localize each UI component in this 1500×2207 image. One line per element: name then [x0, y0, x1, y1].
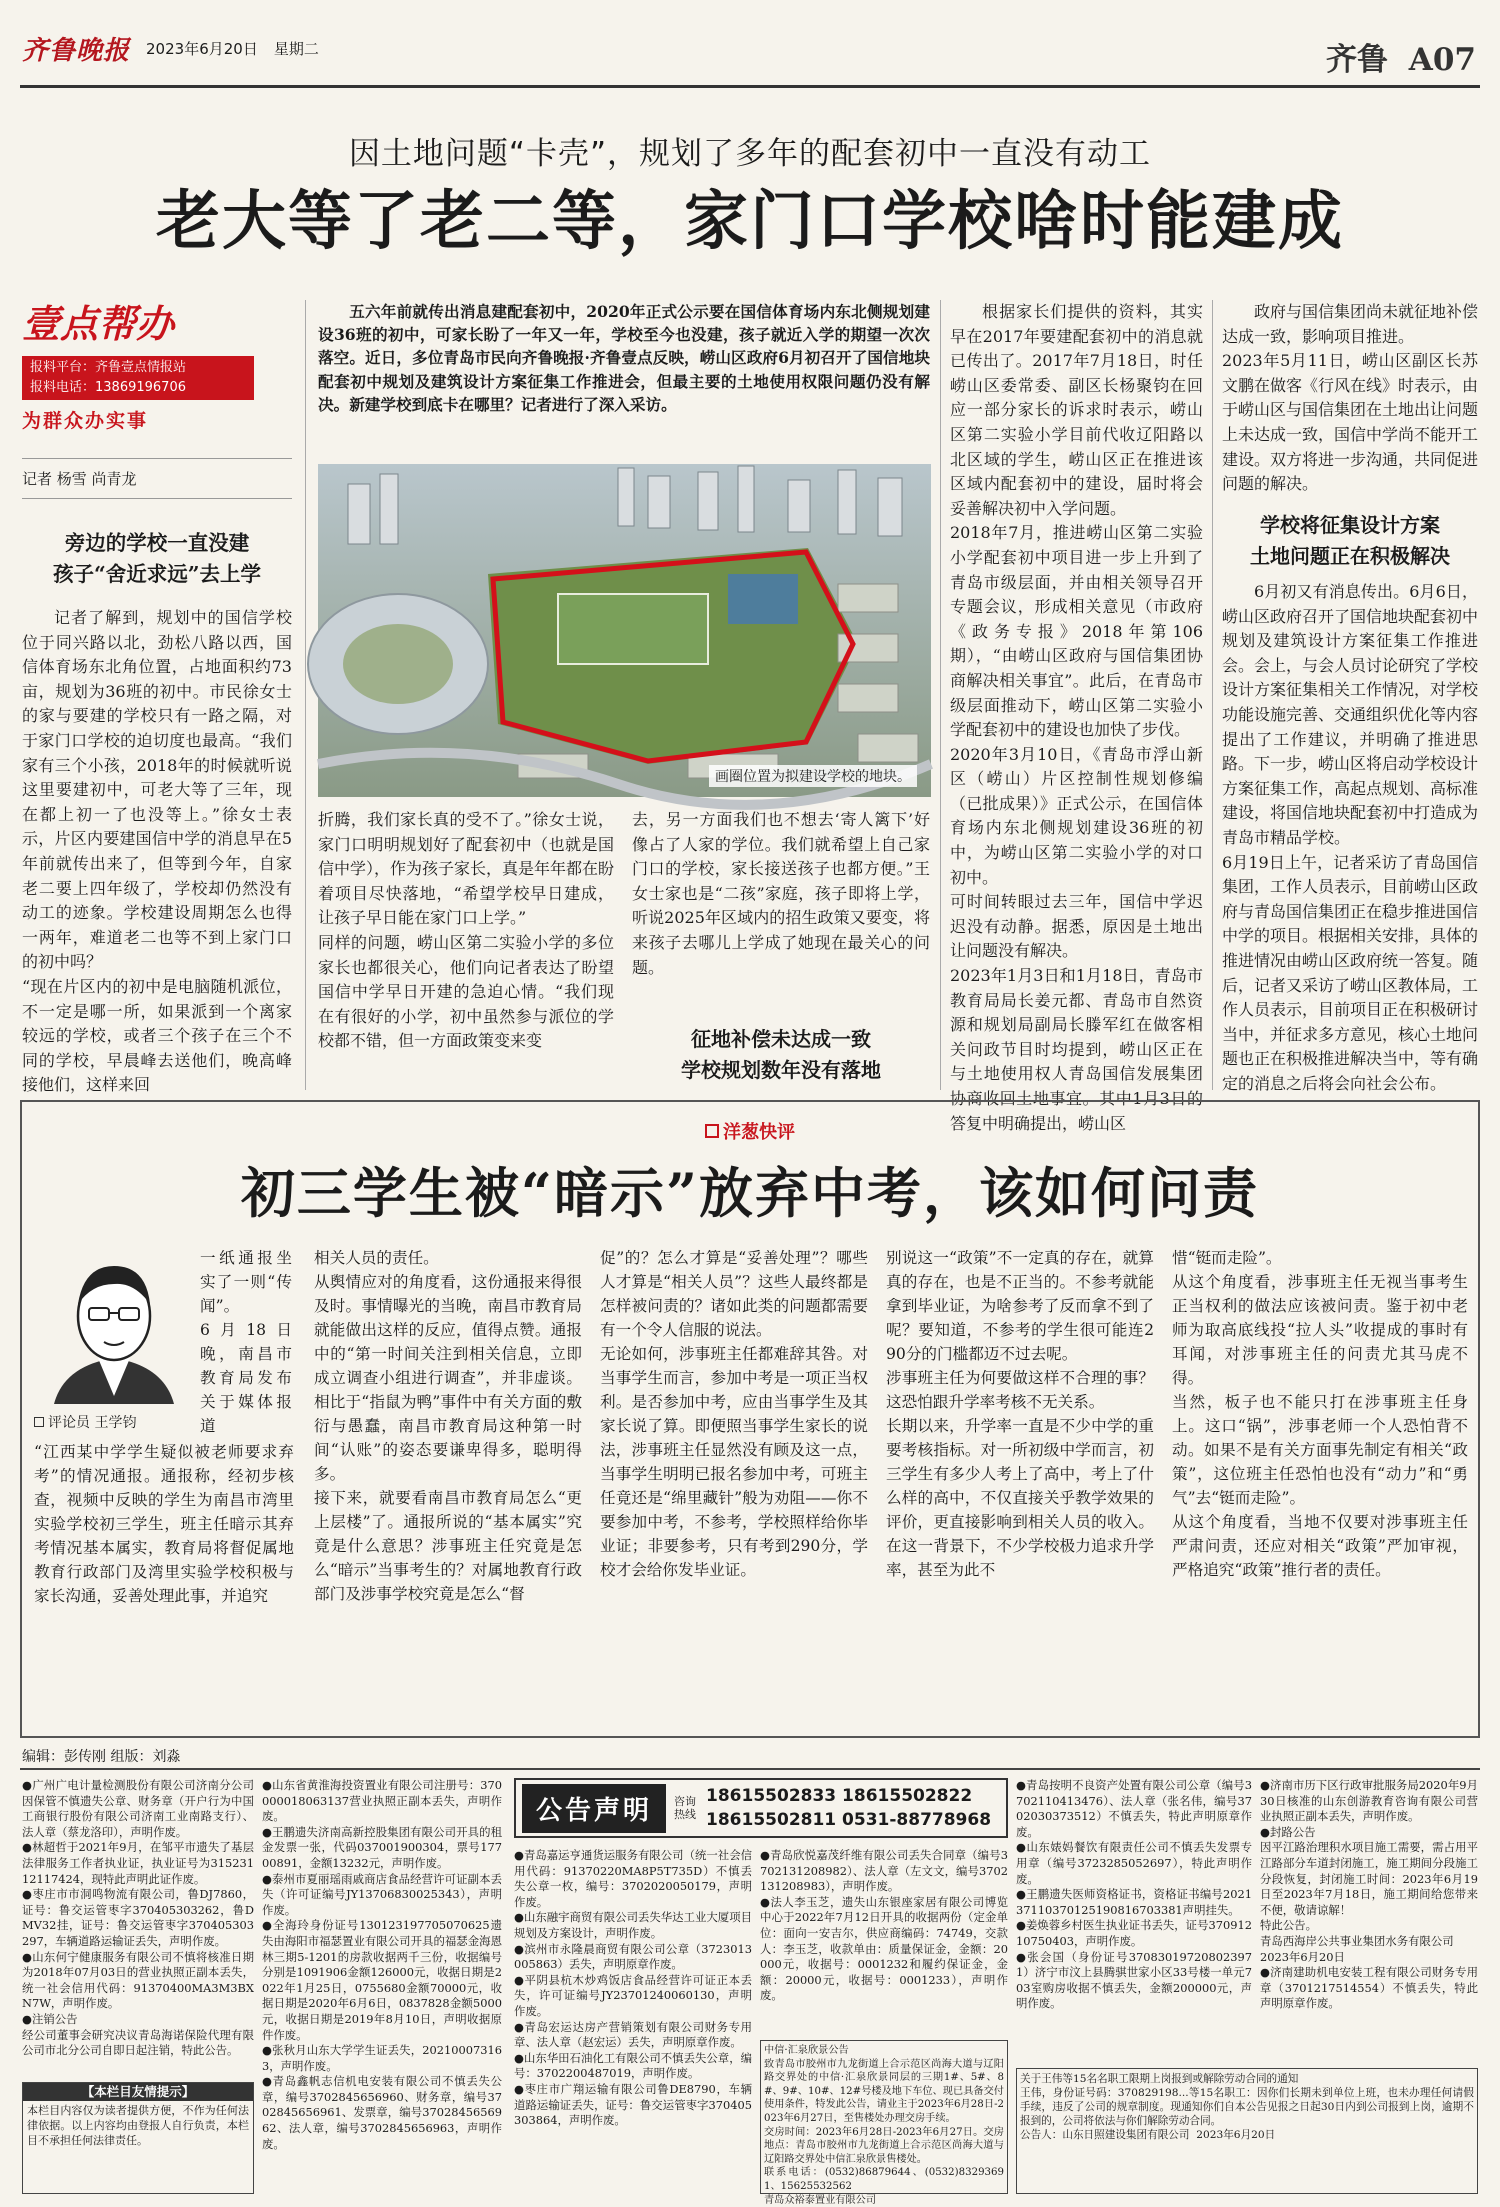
opinion-col-1-top: 一纸通报坐实了一则“传闻”。 6月18日晚，南昌市教育局发布关于媒体报道	[200, 1249, 292, 1435]
notices-col-3: ●青岛嘉运亨通货运服务有限公司（统一社会信用代码：91370220MA8P5T735D）不慎丢失公章一枚，编号：3702020050179，声明作废。 ●山东融宇商贸有限公司丢失华达工业大厦项目规划及方案设计，声明作废。 ●滨州市永隆晨商贸有限公司公章（3723013005863）丢失，声明原章作废。 ●平阴县杭木炒鸡饭店食品经营许可证正本丢失，许可证编号JY23701240060130，声明作废。 ●青岛宏运达房产营销策划有限公司财务专用章、法人章（赵宏运）丢失，声明原章作废。 ●山东华田石油化工有限公司不慎丢失公章，编号：3702200487019，声明作废。 ●枣庄市广翔运输有限公司鲁DE8790，车辆道路运输证丢失，证号：鲁交运管枣字370405303864，声明作废。	[514, 1848, 752, 2128]
notices-col-6: ●济南市历下区行政审批服务局2020年9月30日核准的山东创游教育咨询有限公司营业执照正副本丢失，声明作废。 ●封路公告 因平江路治理积水项目施工需要，需占用平江路部分车道封闭施工，施工期间分段施工分段恢复，封闭施工时间：2023年6月19日至2023年7月18日，施工期间给您带来不便，敬请谅解！ 特此公告。 青岛西海岸公共事业集团水务有限公司 2023年6月20日 ●济南建助机电安装工程有限公司财务专用章（3701217514554）不慎丢失，特此声明原章作废。	[1260, 1778, 1478, 2011]
opinion-col-2: 相关人员的责任。 从舆情应对的角度看，这份通报来得很及时。事情曝光的当晚，南昌市教育局就能做出这样的反应，值得点赞。通报中的“第一时间关注到相关信息，立即成立调查小组进行调查”，并非虚谈。相比于“指鼠为鸭”事件中有关方面的敷衍与愚蠢，南昌市教育局这种第一时间“认账”的姿态要谦卑得多，聪明得多。 接下来，就要看南昌市教育局怎么“更上层楼”了。通报所说的“基本属实”究竟是什么意思？涉事班主任究竟是怎么“暗示”当事考生的？对属地教育行政部门及涉事学校究竟是怎么“督	[314, 1249, 582, 1603]
notices-col-4: ●青岛欣悦嘉茂纤维有限公司丢失合同章（编号3702131208982）、法人章（左文文，编号3702131208983），声明作废。 ●法人李玉芝，遗失山东银座家居有限公司博览中心于2022年7月12日开具的收据两份（定金单位：面向一安吉尔，供应商编码：74749，交款人：李玉芝，收款单由：质量保证金，金额：20000元，收据号：0001232和履约保证金，金额：20000元，收据号：0001233），声明作废。	[760, 1848, 1008, 2003]
hotline-line-1: 18615502833 18615502822	[706, 1786, 973, 1806]
body-col-1: 记者了解到，规划中的国信学校位于同兴路以北，劲松八路以西，国信体育场东北角位置，占地面积约73亩，规划为36班的初中。市民徐女士的家与要建的学校只有一路之隔，对于家门口学校的迫切度也最高。“我们家有三个小孩，2018年的时候就听说这里要建初中，可老大等了三年，现在都上初一了也没等上。”徐女士表示，片区内要建国信中学的消息早在5年前就传出来了，但等到今年，自家老二要上四年级了，学校却仍然没有动工的迹象。学校建设周期怎么也得一两年，难道老二也等不到上家门口的初中吗？ “现在片区内的初中是电脑随机派位，不一定是哪一所，如果派到一个离家较远的学校，或者三个孩子在三个不同的学校，早晨峰去送他们，晚高峰接他们，这样来回	[22, 608, 292, 1095]
masthead-rule	[20, 85, 1480, 88]
page-label	[1326, 34, 1476, 79]
classifieds-rule	[20, 1768, 1480, 1770]
section-name: 齐鲁	[1326, 42, 1388, 78]
issue-date: 2023年6月20日	[146, 39, 258, 58]
lede-paragraph: 五六年前就传出消息建配套初中，2020年正式公示要在国信体育场内东北侧规划建设36班的初中，可家长盼了一年又一年，学校至今也没建，孩子就近入学的期望一次次落空。近日，多位青岛市民向齐鲁晚报·齐鲁壹点反映，崂山区政府6月初召开了国信地块配套初中规划及建筑设计方案征集工作推进会，但最主要的土地使用权限问题仍没有解决。新建学校到底卡在哪里？记者进行了深入采访。	[318, 302, 930, 414]
hotline-label: 咨询热线	[674, 1795, 697, 1821]
issue-weekday: 星期二	[273, 39, 319, 58]
banner-title: 公告声明	[522, 1784, 666, 1833]
handover-notice-box: 中信·汇泉欣景公告 致青岛市胶州市九龙街道上合示范区尚海大道与辽阳路交界处的中信·汇泉欣景同层的三期1#、5#、8#、9#、10#、12#号楼及地下车位、现已具备交付使用条件，特发此公告，请业主于2023年6月28日-2023年6月27日，至售楼处办理交房手续。 交房时间：2023年6月28日-2023年6月27日。交房地点：青岛市胶州市九龙街道上合示范区尚海大道与辽阳路交界处中信汇泉欣景售楼处。 联系电话：(0532)86879644、(0532)83293691、15625532562 青岛众裕泰置业有限公司	[760, 2040, 1008, 2194]
opinion-column-tag: 洋葱快评	[723, 1122, 795, 1143]
photo-caption: 画圈位置为拟建设学校的地块。	[709, 765, 917, 787]
opinion-col-4: 别说这一“政策”不一定真的存在，就算真的存在，也是不正当的。不参考就能拿到毕业证，为啥参考了反而拿不到了呢？要知道，不参考的学生很可能连290分的门槛都迈不过去呢。 涉事班主任为何要做这样不合理的事？这恐怕跟升学率考核不无关系。 长期以来，升学率一直是不少中学的重要考核指标。对一所初级中学而言，初三学生有多少人考上了高中，考上了什么样的高中，不仅直接关乎教学效果的评价，更直接影响到相关人员的收入。在这一背景下，不少学校极力追求升学率，甚至为此不	[886, 1249, 1154, 1579]
byline-divider	[22, 498, 292, 499]
body-col-4: 根据家长们提供的资料，其实早在2017年要建配套初中的消息就已传出了。2017年7月18日，时任崂山区委常委、副区长杨聚钧在回应一部分家长的诉求时表示，崂山区第二实验小学目前代收辽阳路以北区域的学生，崂山区正在推进该区域内配套初中的建设，届时将会妥善解决初中入学问题。 2018年7月，推进崂山区第二实验小学配套初中项目进一步上升到了青岛市级层面，并由相关领导召开专题会议，形成相关意见（市政府《政务专报》2018年第106期），“由崂山区政府与国信集团协商解决相关事宜”。此后，在青岛市级层面推动下，崂山区第二实验小学配套初中的建设也加快了步伐。 2020年3月10日，《青岛市浮山新区（崂山）片区控制性规划修编（已批成果）》正式公示，在国信体育场内东北侧规划建设36班的初中，为崂山区第二实验小学的对口初中。 可时间转眼过去三年，国信中学迟迟没有动静。据悉，原因是土地出让问题没有解决。 2023年1月3日和1月18日，青岛市教育局局长姜元都、青岛市自然资源和规划局副局长滕军红在做客相关问政节目时均提到，崂山区正在与土地使用权人青岛国信发展集团协商收回土地事宜。其中1月3日的答复中明确提出，崂山区	[950, 302, 1203, 1133]
aerial-photo-illustration	[318, 464, 931, 797]
column-rule	[940, 300, 941, 1090]
body-col-5-a: 政府与国信集团尚未就征地补偿达成一致，影响项目推进。 2023年5月11日，崂山区副区长苏文鹏在做客《行风在线》时表示，由于崂山区与国信集团在土地出让问题上未达成一致，国信中学尚不能开工建设。双方将进一步沟通，共同促进问题的解决。	[1222, 302, 1479, 494]
opinion-col-1-bottom: “江西某中学学生疑似被老师要求弃考”的情况通报。通报称，经初步核查，视频中反映的学生为南昌市湾里实验学校初三学生，班主任暗示其弃考情况基本属实，教育局将督促属地教育行政部门及湾里实验学校积极与家长沟通，妥善处理此事，并追究	[34, 1443, 294, 1605]
author-square-icon	[34, 1417, 44, 1427]
subhead-compensation: 征地补偿未达成一致 学校规划数年没有落地	[681, 1027, 881, 1082]
report-phone: 报料电话：13869196706	[30, 380, 186, 395]
lead-kicker: 因土地问题“卡壳”，规划了多年的配套初中一直没有动工	[348, 136, 1152, 172]
body-col-5-b: 6月初又有消息传出。6月6日，崂山区政府召开了国信地块配套初中规划及建筑设计方案征集工作推进会。会上，与会人员讨论研究了学校设计方案征集相关工作情况，对学校功能设施完善、交通组织优化等内容提出了工作建议，并明确了推进思路。下一步，崂山区将启动学校设计方案征集工作，高起点规划、高标准建设，将国信地块配套初中打造成为青岛市精品学校。 6月19日上午，记者采访了青岛国信集团，工作人员表示，目前崂山区政府与青岛国信集团正在稳步推进国信中学的项目。根据相关安排，具体的推进情况由崂山区政府统一答复。随后，记者又采访了崂山区教体局，工作人员表示，目前项目正在积极研讨当中，并征求多方意见，核心土地问题也正在积极推进解决当中，等有确定的消息之后将会向社会公布。	[1222, 582, 1479, 1093]
opinion-headline: 初三学生被“暗示”放弃中考，该如何问责	[240, 1161, 1260, 1225]
opinion-tag-row	[0, 1118, 1500, 1144]
subhead-school-not-built: 旁边的学校一直没建 孩子“舍近求远”去上学	[52, 531, 262, 586]
author-sketch-icon	[34, 1246, 194, 1404]
column-rule	[1212, 300, 1213, 1090]
opinion-col-3: 促”的？怎么才算是“妥善处理”？哪些人才算是“相关人员”？这些人最终都是怎样被问责的？诸如此类的问题都需要有一个令人信服的说法。 无论如何，涉事班主任都难辞其咎。对当事学生而言，参加中考是一项正当权利。是否参加中考，应由当事学生及其家长说了算。即便照当事学生家长的说法，涉事班主任显然没有顾及这一点，当事学生明明已报名参加中考，可班主任竟还是“绵里藏针”般为劝阻——你不要参加中考，不参考，学校照样给你毕业证；非要参考，只有考到290分，学校才会给你发毕业证。	[600, 1249, 868, 1579]
column-logo: 壹点帮办	[22, 301, 175, 346]
notices-col-1: ●广州广电计量检测股份有限公司济南分公司因保管不慎遗失公章、财务章（开户行为中国工商银行股份有限公司济南工业南路支行）、法人章（蔡龙洛印），声明作废。 ●林超哲于2021年9月，在邹平市遗失了基层法律服务工作者执业证，执业证号为31523112117424，现特此声明此证作废。 ●枣庄市市洞鸣物流有限公司，鲁DJ7860，证号：鲁交运管枣字370405303262，鲁DMV32挂，证号：鲁交运管枣字370405303297，车辆道路运输证丢失，声明作废。 ●山东何宁健康服务有限公司不慎将核准日期为2018年07月03日的营业执照正副本丢失，统一社会信用代码：91370400MA3M3BXN7W，声明作废。 ●注销公告 经公司董事会研究决议青岛海诺保险代理有限公司市北分公司自即日起注销，特此公告。	[22, 1778, 254, 2058]
labor-notice-box: 关于王伟等15名名职工限期上岗报到或解除劳动合同的通知 王伟，身份证号码：370829198...等15名职工：因你们长期未到单位上班，也未办理任何请假手续，违反了公司的规章制度。现通知你们自本公告见报之日起30日内到公司报到上岗，逾期不报到的，公司将依法与你们解除劳动合同。 公告人：山东日照建设集团有限公司 2023年6月20日	[1016, 2068, 1478, 2194]
author-label-row	[34, 1412, 136, 1432]
hotline-numbers	[706, 1784, 991, 1832]
announcement-banner	[514, 1778, 1008, 1838]
page-number: A07	[1408, 42, 1476, 78]
logo-divider	[22, 458, 292, 459]
column-rule	[305, 300, 306, 1090]
column-slogan: 为群众办实事	[22, 410, 149, 432]
tips-box	[22, 2082, 254, 2194]
editor-credit: 编辑：彭传刚 组版：刘淼	[22, 1749, 181, 1765]
tips-title: 【本栏目友情提示】	[23, 2083, 253, 2101]
body-col-3: 去，另一方面我们也不想去‘寄人篱下’好像占了人家的学位。我们就希望上自己家门口的学校，家长接送孩子也都方便。”王女士家也是“二孩”家庭，孩子即将上学，听说2025年区域内的招生政策又要变，将来孩子去哪儿上学成了她现在最关心的问题。	[632, 810, 930, 977]
hotline-line-2: 18615502811 0531-88778968	[706, 1810, 992, 1830]
lead-headline: 老大等了老二等，家门口学校啥时能建成	[156, 184, 1344, 259]
tips-text: 本栏目内容仅为读者提供方便，不作为任何法律依据。以上内容均由登报人自行负责，本栏目不承担任何法律责任。	[27, 2104, 249, 2147]
site-aerial-photo	[318, 464, 931, 797]
body-col-2: 折腾，我们家长真的受不了。”徐女士说，家门口明明规划好了配套初中（也就是国信中学），作为孩子家长，真是年年都在盼着项目尽快落地，“希望学校早日建成，让孩子早日能在家门口上学。” 同样的问题，崂山区第二实验小学的多位家长也都很关心，他们向记者表达了盼望国信中学早日开建的急迫心情。“我们现在有很好的小学，初中虽然参与派位的学校都不错，但一方面政策变来变	[318, 810, 615, 1051]
subhead-design-plan: 学校将征集设计方案 土地问题正在积极解决	[1250, 513, 1450, 568]
notices-col-2: ●山东省黄淮海投资置业有限公司注册号：370000018063137营业执照正副本丢失，声明作废。 ●王鹏遗失济南高新控股集团有限公司开具的租金发票一张，代码037001900304，票号17700891，金额13232元，声明作废。 ●泰州市夏丽瑶雨戚商店食品经营许可证副本丢失（许可证编号JY13706830025343），声明作废。 ●全海玲身份证号130123197705070625遗失由海阳市福瑟置业有限公司开具的福瑟金海恩林三期5-1201的房款收据两千三份，收据编号分别是1091906金额126000元，收据日期是2022年1月25日，0755680金额70000元，收据日期是2020年6月6日，0837828金额5000元，收据日期是2019年8月10日，声明收据原件作废。 ●张秋月山东大学学生证丢失，202100073163，声明作废。 ●青岛鑫帆志信机电安装有限公司不慎丢失公章，编号3702845656960、财务章，编号3702845656961、发票章，编号3702845656962、法人章，编号3702845656963，声明作废。	[262, 1778, 502, 2151]
opinion-col-5: 惜“铤而走险”。 从这个角度看，涉事班主任无视当事考生正当权利的做法应该被问责。鉴于初中老师为取高底线投“拉人头”收提成的事时有耳闻，对涉事班主任的问责尤其马虎不得。 当然，板子也不能只打在涉事班主任身上。这口“锅”，涉事老师一个人恐怕背不动。如果不是有关方面事先制定有相关“政策”，这位班主任恐怕也没有“动力”和“勇气”去“铤而走险”。 从这个角度看，当地不仅要对涉事班主任严肃问责，还应对相关“政策”严加审视，严格追究“政策”推行者的责任。	[1172, 1249, 1468, 1579]
newspaper-logo: 齐鲁晚报	[22, 35, 131, 66]
report-platform: 报料平台：齐鲁壹点情报站	[30, 360, 187, 375]
author-label: 评论员 王学钧	[48, 1415, 137, 1431]
byline: 记者 杨雪 尚青龙	[22, 470, 137, 488]
hotline-badge	[22, 356, 254, 400]
masthead-left	[22, 30, 319, 66]
notices-col-5: ●青岛按明不良资产处置有限公司公章（编号3702110413476）、法人章（张名伟，编号3702030373512）不慎丢失，特此声明原章作废。 ●山东婊妈餐饮有限责任公司不慎丢失发票专用章（编号3723285052697），特此声明作废。 ●王鹏遗失医师资格证书，资格证书编号202137110370125190816703381声明挂失。 ●姜焕蓉乡村医生执业证书丢失，证号37091210750403，声明作废。 ●张会国（身份证号370830197208023971）济宁市汶上县腾骐世家小区33号楼一单元703室购房收据不慎丢失，金额200000元，声明作废。	[1016, 1778, 1252, 2011]
author-portrait	[34, 1246, 194, 1404]
column-logo-block	[22, 300, 292, 440]
tag-square-icon	[705, 1124, 719, 1138]
